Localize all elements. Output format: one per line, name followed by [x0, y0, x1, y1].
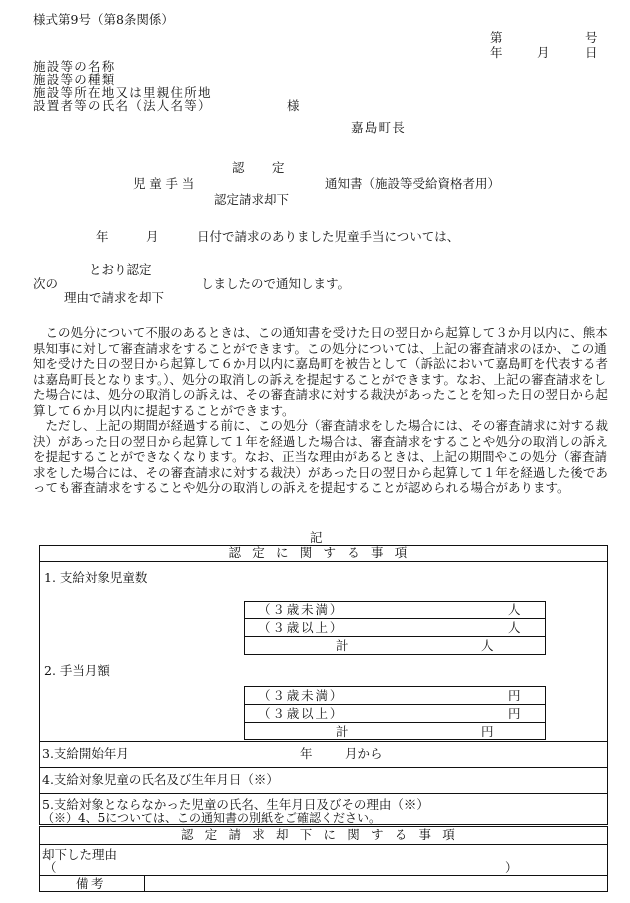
- title-option-reject: 認定請求却下: [214, 192, 290, 207]
- item-5-label: 5.支給対象とならなかった児童の氏名、生年月日及びその理由（※）: [42, 797, 429, 812]
- remarks-column-divider: [144, 875, 145, 892]
- appeal-notice-paragraph-1: この処分について不服のあるときは、この通知書を受けた日の翌日から起算して３か月以内に、熊本県知事に対して審査請求をすることができます。この処分については、上記の審査請求のほか、この通知を受けた日の翌日から起算して６か月以内に嘉島町を被告として（訴訟において嘉島町を代表する者は嘉島町長となります。）、処分の取消しの訴えを提起することができます。なお、上記の審査請求をした場合には、処分の取消しの訴えは、その審査請求に対する裁決があったことを知った日の翌日から起算して６か月以内に提起することができます。: [33, 325, 609, 418]
- child-count-total-unit: 人: [481, 638, 494, 653]
- title-prefix: 児童手当: [133, 176, 199, 191]
- approval-header-divider: [39, 561, 608, 562]
- remarks-divider: [39, 875, 608, 876]
- child-count-total-label: 計: [336, 638, 349, 653]
- monthly-amount-under3-label: （３歳未満）: [258, 688, 345, 703]
- addressee-address: 施設等所在地又は里親住所地: [33, 85, 212, 100]
- date-month: 月: [537, 45, 550, 60]
- rejection-reason-close-paren: ）: [505, 860, 518, 875]
- monthly-amount-total-unit: 円: [481, 724, 494, 739]
- monthly-amount-over3-label: （３歳以上）: [258, 706, 345, 721]
- title-suffix: 通知書（施設等受給資格者用）: [325, 176, 501, 191]
- approval-heading: 認定に関する事項: [228, 545, 419, 560]
- honorific: 様: [287, 98, 300, 113]
- intro-end: しましたので通知します。: [201, 276, 351, 291]
- ki-heading: 記: [310, 530, 323, 545]
- item-3-label: 3.支給開始年月: [42, 746, 129, 761]
- appeal-notice: [33, 325, 608, 496]
- item-3-year: 年: [300, 746, 313, 761]
- child-count-over3-unit: 人: [508, 620, 521, 635]
- addressee-type: 施設等の種類: [33, 72, 116, 87]
- rejection-reason-label: 却下した理由: [42, 847, 118, 862]
- intro-month: 月: [146, 229, 159, 244]
- issuer: 嘉島町長: [351, 120, 407, 135]
- child-count-under3-unit: 人: [508, 602, 521, 617]
- addressee-owner: 設置者等の氏名（法人名等）: [33, 98, 212, 113]
- monthly-amount-over3-unit: 円: [508, 706, 521, 721]
- item-2-label: 2. 手当月額: [44, 663, 110, 678]
- item-note: （※）4、5については、この通知書の別紙をご確認ください。: [42, 811, 382, 825]
- rejection-reason-open-paren: （: [44, 860, 57, 875]
- monthly-amount-divider-1: [244, 704, 546, 705]
- rejection-heading: 認定請求却下に関する事項: [180, 827, 466, 842]
- item-5-divider: [39, 793, 608, 794]
- child-count-divider-2: [244, 636, 546, 637]
- remarks-label: 備考: [76, 876, 107, 891]
- item-4-divider: [39, 767, 608, 768]
- item-1-label: 1. 支給対象児童数: [44, 570, 148, 585]
- doc-number-go: 号: [585, 30, 598, 45]
- intro-year: 年: [96, 229, 109, 244]
- child-count-over3-label: （３歳以上）: [258, 620, 345, 635]
- monthly-amount-under3-unit: 円: [508, 688, 521, 703]
- intro-text: 日付で請求のありました児童手当については、: [197, 229, 460, 244]
- monthly-amount-total-label: 計: [336, 724, 349, 739]
- form-number: 様式第9号（第8条関係）: [33, 12, 174, 27]
- doc-number-dai: 第: [490, 30, 503, 45]
- item-3-divider: [39, 741, 608, 742]
- appeal-notice-paragraph-2: ただし、上記の期間が経過する前に、この処分（審査請求をした場合には、その審査請求に対する裁決）があった日の翌日から起算して１年を経過した場合は、審査請求をすることや処分の取消しの訴えを提起することができなくなります。なお、正当な理由があるときは、上記の期間やこの処分（審査請求をした場合には、その審査請求に対する裁決）があった日の翌日から起算して１年を経過した後であっても審査請求をすることや処分の取消しの訴えを提起することが認められる場合があります。: [33, 418, 609, 495]
- date-day: 日: [585, 45, 598, 60]
- item-4-label: 4.支給対象児童の氏名及び生年月日（※）: [42, 772, 279, 787]
- child-count-divider-1: [244, 618, 546, 619]
- item-3-month: 月から: [345, 746, 383, 761]
- title-option-approve: 認 定: [232, 160, 293, 175]
- addressee-name: 施設等の名称: [33, 59, 116, 74]
- child-count-under3-label: （３歳未満）: [258, 602, 345, 617]
- intro-option-reject: 理由で請求を却下: [64, 290, 165, 305]
- intro-tsugi: 次の: [33, 276, 59, 291]
- rejection-header-divider: [39, 844, 608, 845]
- date-year: 年: [490, 45, 503, 60]
- intro-option-approve: とおり認定: [89, 262, 152, 277]
- monthly-amount-divider-2: [244, 722, 546, 723]
